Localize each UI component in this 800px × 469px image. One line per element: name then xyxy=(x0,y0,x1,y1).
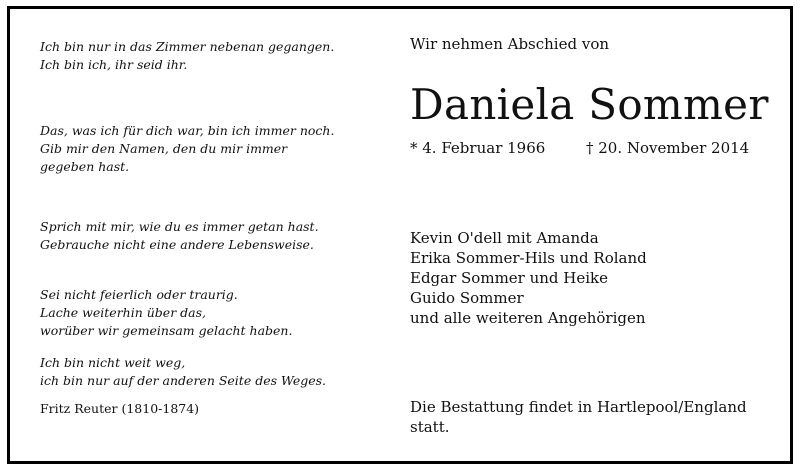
poem-line: Sprich mit mir, wie du es immer getan hast. xyxy=(40,219,319,234)
poem-line: Gebrauche nicht eine andere Lebensweise. xyxy=(40,237,314,252)
farewell-intro: Wir nehmen Abschied von xyxy=(410,35,610,53)
poem-author: Fritz Reuter (1810-1874) xyxy=(40,401,200,416)
poem-line: Sei nicht feierlich oder traurig. xyxy=(40,287,238,302)
poem-stanza xyxy=(40,286,292,340)
funeral-line: Die Bestattung findet in Hartlepool/England xyxy=(410,398,747,416)
mourners-list xyxy=(410,228,647,328)
poem-line: Das, was ich für dich war, bin ich immer noch. xyxy=(40,123,335,138)
poem-line: Gib mir den Namen, den du mir immer xyxy=(40,141,288,156)
funeral-notice xyxy=(410,397,780,437)
mourner: Edgar Sommer und Heike xyxy=(410,269,609,287)
mourner: Erika Sommer-Hils und Roland xyxy=(410,249,647,267)
poem-line: Lache weiterhin über das, xyxy=(40,305,206,320)
obituary-frame xyxy=(7,6,793,464)
poem-line: Ich bin nicht weit weg, xyxy=(40,355,186,370)
poem-line: gegeben hast. xyxy=(40,159,130,174)
poem-stanza xyxy=(40,122,334,176)
death-date: † 20. November 2014 xyxy=(586,139,750,157)
poem-stanza xyxy=(40,218,319,254)
mourner: Guido Sommer xyxy=(410,289,524,307)
mourner: Kevin O'dell mit Amanda xyxy=(410,229,599,247)
mourner: und alle weiteren Angehörigen xyxy=(410,309,646,327)
poem-stanza xyxy=(40,354,326,390)
poem-line: ich bin nur auf der anderen Seite des Weges. xyxy=(40,373,326,388)
poem-line: Ich bin nur in das Zimmer nebenan gegangen. xyxy=(40,39,335,54)
poem-line: worüber wir gemeinsam gelacht haben. xyxy=(40,323,293,338)
birth-date: * 4. Februar 1966 xyxy=(410,139,546,157)
funeral-line: statt. xyxy=(410,418,450,436)
deceased-name: Daniela Sommer xyxy=(410,80,769,129)
poem-stanza xyxy=(40,38,334,74)
poem-line: Ich bin ich, ihr seid ihr. xyxy=(40,57,188,72)
